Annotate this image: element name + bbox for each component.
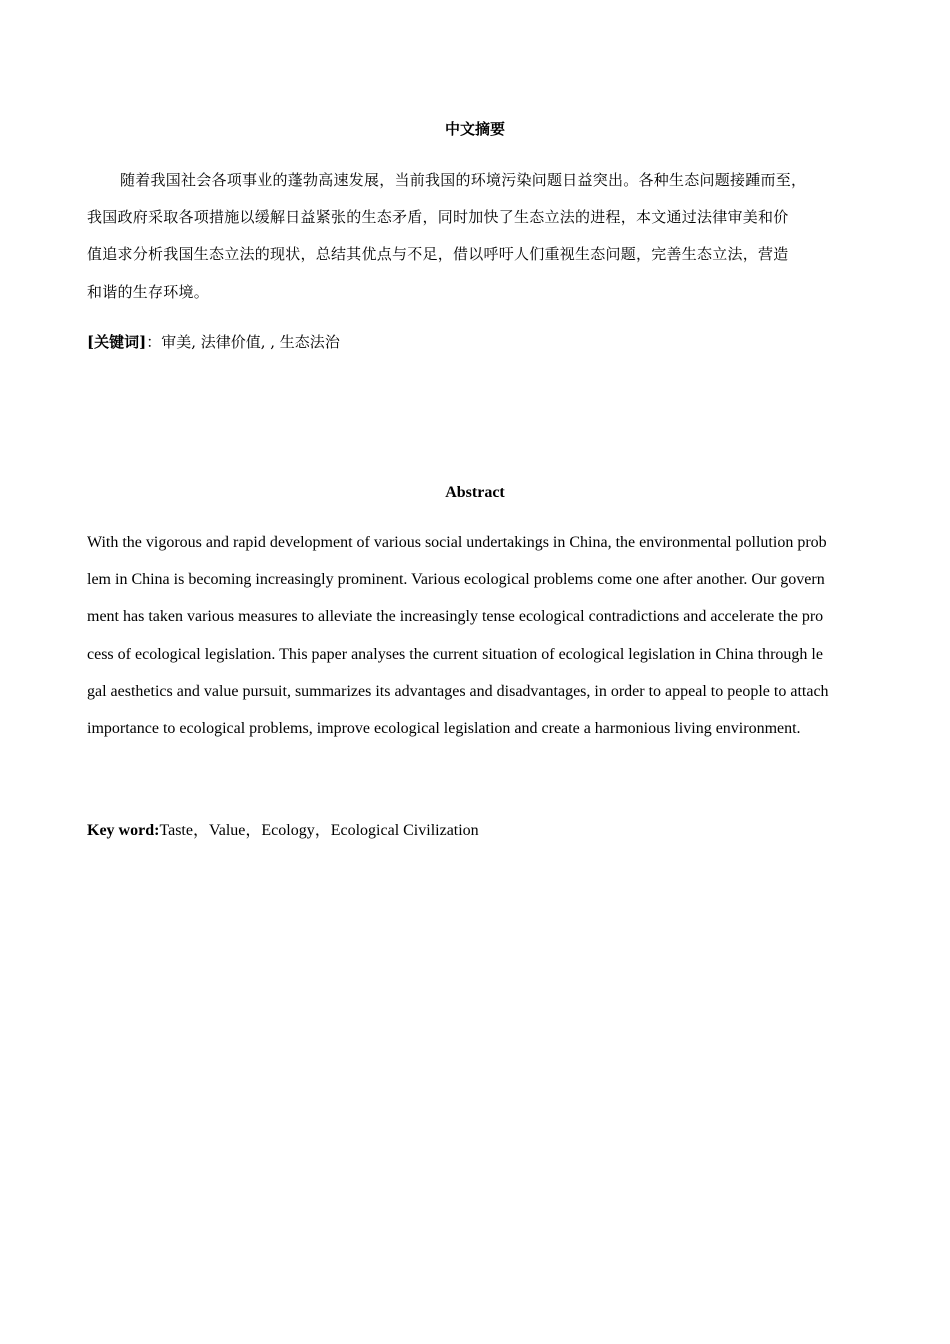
english-abstract-line-6: importance to ecological problems, improve ecological legislation and create a harmonious living environment. (87, 720, 801, 737)
chinese-keywords-text: ：审美, 法律价值, , 生态法治 (146, 333, 340, 351)
chinese-keywords-label: [关键词] (87, 333, 147, 351)
english-keywords-text: Taste，Value，Ecology，Ecological Civilization (159, 822, 479, 839)
english-keywords (87, 820, 479, 842)
english-abstract-title: Abstract (445, 484, 505, 501)
english-abstract-line-2: lem in China is becoming increasingly prominent. Various ecological problems come one after another. Our govern (87, 571, 825, 588)
english-abstract-line-3: ment has taken various measures to alleviate the increasingly tense ecological contradictions and accelerate the pro (87, 608, 824, 625)
chinese-abstract-line-4: 和谐的生存环境。 (87, 283, 210, 301)
english-keywords-label: Key word: (87, 822, 160, 839)
english-abstract-line-5: gal aesthetics and value pursuit, summarizes its advantages and disadvantages, in order to appeal to people to attach (87, 683, 829, 700)
english-abstract-line-1: With the vigorous and rapid development of various social undertakings in China, the environmental pollution prob (87, 534, 827, 551)
chinese-abstract-line-1: 随着我国社会各项事业的蓬勃高速发展，当前我国的环境污染问题日益突出。各种生态问题接踵而至， (120, 171, 807, 189)
english-abstract-line-4: cess of ecological legislation. This paper analyses the current situation of ecological legislation in China through le (87, 646, 823, 663)
chinese-abstract-line-2: 我国政府采取各项措施以缓解日益紧张的生态矛盾，同时加快了生态立法的进程，本文通过法律审美和价 (87, 208, 789, 226)
chinese-abstract-line-3: 值追求分析我国生态立法的现状，总结其优点与不足，借以呼吁人们重视生态问题，完善生态立法，营造 (87, 245, 789, 263)
chinese-abstract-title: 中文摘要 (444, 120, 505, 138)
chinese-keywords (87, 331, 340, 353)
